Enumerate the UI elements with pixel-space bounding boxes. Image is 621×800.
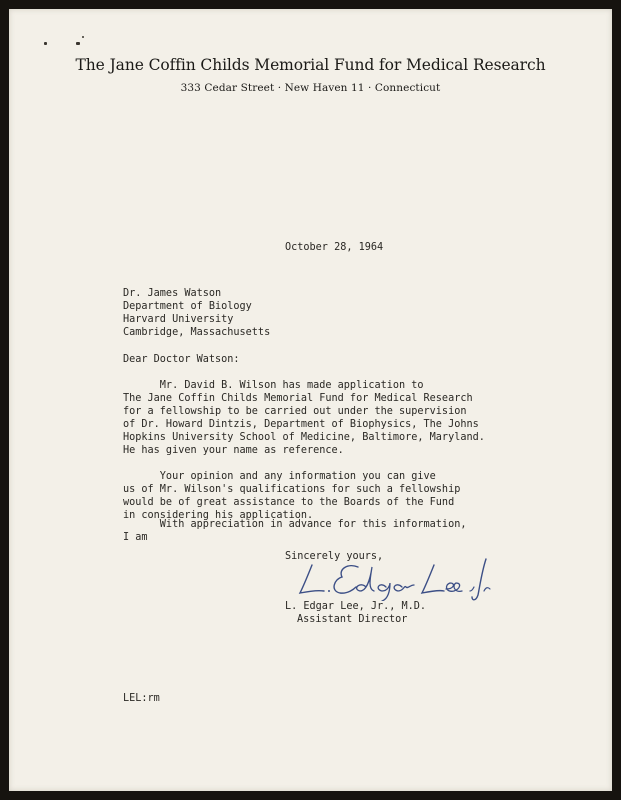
ink-speck (82, 36, 84, 38)
letter-page (9, 9, 612, 791)
handwritten-signature (294, 557, 494, 601)
letterhead-address: 333 Cedar Street · New Haven 11 · Connecticut (180, 82, 441, 94)
recipient-name: Dr. James Watson (123, 288, 222, 299)
signer-name: L. Edgar Lee, Jr., M.D. (285, 601, 427, 612)
body-line: for a fellowship to be carried out under the supervision (123, 406, 467, 417)
recipient-city: Cambridge, Massachusetts (123, 327, 271, 338)
recipient-department: Department of Biology (123, 301, 252, 312)
body-line: us of Mr. Wilson's qualifications for such a fellowship (123, 484, 461, 495)
reference-initials: LEL:rm (123, 693, 160, 704)
body-line: The Jane Coffin Childs Memorial Fund for Medical Research (123, 393, 473, 404)
body-line: With appreciation in advance for this information, (123, 519, 467, 530)
body-line: Hopkins University School of Medicine, Baltimore, Maryland. (123, 432, 485, 443)
body-line: Your opinion and any information you can give (123, 471, 436, 482)
body-line: in considering his application. (123, 510, 314, 521)
closing: Sincerely yours, (285, 551, 384, 562)
letter-date: October 28, 1964 (285, 242, 384, 253)
body-line: of Dr. Howard Dintzis, Department of Biophysics, The Johns (123, 419, 479, 430)
signer-title: Assistant Director (297, 614, 408, 625)
body-line: Mr. David B. Wilson has made application to (123, 380, 424, 391)
letterhead-organization: The Jane Coffin Childs Memorial Fund for Medical Research (75, 56, 546, 74)
ink-speck (76, 42, 80, 45)
body-line: I am (123, 532, 148, 543)
body-line: would be of great assistance to the Boards of the Fund (123, 497, 455, 508)
body-line: He has given your name as reference. (123, 445, 344, 456)
salutation: Dear Doctor Watson: (123, 354, 240, 365)
recipient-institution: Harvard University (123, 314, 234, 325)
ink-speck (44, 42, 47, 45)
